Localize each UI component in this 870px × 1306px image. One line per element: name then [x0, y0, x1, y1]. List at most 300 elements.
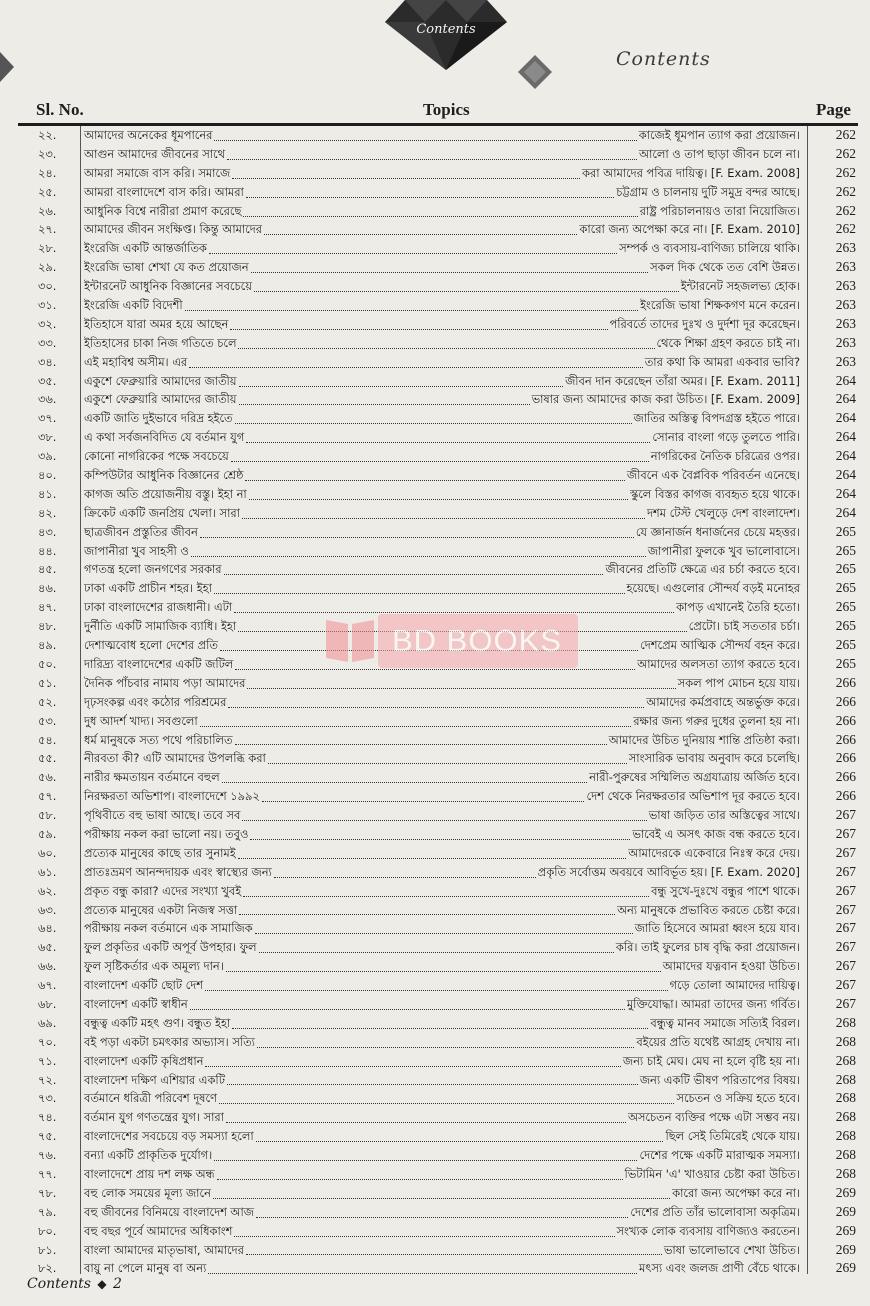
topic-start-text: প্রাতঃভ্রমণ আনন্দদায়ক এবং স্বাস্থ্যের জন্য	[84, 864, 272, 879]
table-row	[0, 504, 870, 523]
topic-cell	[84, 731, 800, 750]
topic-start-text: দারিদ্র্য বাংলাদেশের একটি জটিল	[84, 656, 234, 671]
topic-start-text: ছাত্রজীবন প্রস্তুতির জীবন	[84, 524, 198, 539]
topic-cell	[84, 693, 800, 712]
page-number-cell: 266	[835, 769, 856, 785]
page-number-cell: 267	[835, 863, 856, 879]
serial-number: ৭৯.	[38, 1204, 57, 1219]
serial-number: ৩৯.	[38, 449, 57, 464]
topic-start-text: আমরা বাংলাদেশে বাস করি। আমরা	[84, 184, 244, 199]
dot-leader	[262, 791, 585, 802]
page-number-cell: 268	[835, 1147, 856, 1163]
serial-number: ২২.	[38, 128, 57, 142]
table-row	[0, 919, 870, 938]
topic-start-text: বহু বছর পূর্বে আমাদের অধিকাংশ	[84, 1223, 233, 1238]
dot-leader	[235, 413, 632, 424]
topic-cell	[84, 202, 800, 221]
table-row	[0, 1241, 870, 1260]
serial-number: ৩৫.	[38, 373, 57, 388]
topic-cell	[84, 938, 800, 957]
topic-end-text: সংখ্যক লোক ব্যবসায় বাণিজ্যও করতেন।	[616, 1223, 800, 1238]
left-edge-ornament	[0, 52, 14, 82]
table-row	[0, 976, 870, 995]
topic-cell	[84, 220, 800, 239]
serial-number: ৩৬.	[38, 392, 57, 407]
dot-leader	[217, 1169, 623, 1180]
table-row	[0, 466, 870, 485]
watermark-text: BD BOOKS	[392, 623, 562, 658]
page-number-cell: 265	[835, 655, 856, 671]
page-number-cell: 264	[835, 372, 856, 388]
topic-start-text: বাংলাদেশ একটি কৃষিপ্রধান	[84, 1053, 204, 1068]
page-number-cell: 262	[835, 202, 856, 218]
topic-start-text: বাংলাদেশ একটি ছোট দেশ	[84, 978, 203, 993]
topic-cell	[84, 1089, 800, 1108]
dot-leader	[200, 716, 632, 727]
topic-start-text: ঢাকা একটি প্রাচীন শহর। ইহা	[84, 581, 212, 596]
topic-end-text: দেশ থেকে নিরক্ষরতার অভিশাপ দূর করতে হবে।	[586, 789, 800, 804]
topic-start-text: বন্যা একটি প্রাকৃতিক দুর্যোগ।	[84, 1148, 213, 1163]
serial-number: ২৫.	[38, 184, 57, 199]
dot-leader	[257, 1037, 634, 1048]
topic-cell	[84, 560, 800, 579]
page-number-cell: 264	[835, 485, 856, 501]
page-number-cell: 263	[835, 278, 856, 294]
topic-end-text: আমাদের কর্মপ্রবাহে অন্তর্ভুক্ত করে।	[646, 694, 800, 709]
topic-cell	[84, 258, 800, 277]
serial-number: ৭৩.	[38, 1091, 57, 1106]
serial-number: ৪৪.	[38, 543, 57, 558]
serial-number: ৪৩.	[38, 524, 57, 539]
topic-start-text: গণতন্ত্র হলো জনগণের সরকার	[84, 562, 222, 577]
topic-end-text: জীবনের প্রতিটি ক্ষেত্রে এর চর্চা করতে হবে।	[605, 562, 800, 577]
topic-start-text: আমাদের অনেকের ধূমপানের	[84, 128, 213, 142]
topic-start-text: বায়ু না পেলে মানুষ বা অন্য	[84, 1261, 207, 1276]
topic-cell	[84, 1014, 800, 1033]
page-number-cell: 262	[835, 164, 856, 180]
serial-number: ৫৩.	[38, 713, 57, 728]
serial-number: ৭৪.	[38, 1110, 57, 1125]
dot-leader	[238, 338, 654, 349]
topic-cell	[84, 787, 800, 806]
serial-number: ৬৩.	[38, 902, 57, 917]
topic-end-text: চট্টগ্রাম ও চালনায় দুটি সমুদ্র বন্দর আছে।	[616, 184, 800, 199]
topic-start-text: প্রত্যেক মানুষের একটা নিজস্ব সত্তা	[84, 902, 238, 917]
topic-end-text: দশম টেস্ট খেলুড়ে দেশ বাংলাদেশ।	[646, 505, 800, 520]
serial-number: ৭১.	[38, 1053, 57, 1068]
topic-start-text: আগুন আমাদের জীবনের সাথে	[84, 146, 226, 161]
table-row	[0, 938, 870, 957]
serial-number: ৩৪.	[38, 354, 57, 369]
serial-number: ৭০.	[38, 1034, 57, 1049]
contents-script-title: Contents	[616, 48, 711, 70]
topic-end-text: জন্য একটি ভীষণ পরিতাপের বিষয়।	[639, 1072, 800, 1087]
topic-start-text: একুশে ফেব্রুয়ারি আমাদের জাতীয়	[84, 392, 237, 407]
serial-number: ৫৪.	[38, 732, 57, 747]
dot-leader	[214, 1150, 637, 1161]
topic-start-text: পরীক্ষায় নকল বর্তমানে এক সামাজিক	[84, 921, 253, 936]
dot-leader	[256, 1131, 664, 1142]
topic-start-text: নারীর ক্ষমতায়ন বর্তমানে বহুল	[84, 770, 220, 785]
dot-leader	[200, 527, 634, 538]
topic-end-text: মুক্তিযোদ্ধা। আমরা তাদের জন্য গর্বিত।	[626, 996, 800, 1011]
topic-cell	[84, 145, 800, 164]
topic-cell	[84, 504, 800, 523]
table-row	[0, 674, 870, 693]
topic-cell	[84, 1165, 800, 1184]
serial-number: ৬১.	[38, 864, 57, 879]
serial-number: ৪৫.	[38, 562, 57, 577]
dot-leader	[227, 149, 637, 160]
page-number-cell: 267	[835, 958, 856, 974]
serial-number: ৬৯.	[38, 1015, 57, 1030]
dot-leader	[245, 470, 624, 481]
serial-number: ৮০.	[38, 1223, 57, 1238]
topic-end-text: সম্পর্ক ও ব্যবসায়-বাণিজ্য চালিয়ে থাকি।	[619, 241, 800, 256]
page-number-cell: 268	[835, 1165, 856, 1181]
dot-leader	[254, 281, 679, 292]
page-number-cell: 265	[835, 523, 856, 539]
page-number-cell: 263	[835, 259, 856, 275]
topic-start-text: বাংলাদেশে প্রায় দশ লক্ষ অন্ধ	[84, 1166, 215, 1181]
topic-end-text: দেশের পক্ষে একটি মারাত্মক সমস্যা।	[639, 1148, 800, 1163]
table-row	[0, 1108, 870, 1127]
table-row	[0, 768, 870, 787]
table-row	[0, 523, 870, 542]
page-number-cell: 264	[835, 429, 856, 445]
dot-leader	[246, 187, 614, 198]
topic-cell	[84, 1259, 800, 1278]
dot-leader	[238, 848, 627, 859]
serial-number: ২৯.	[38, 260, 57, 275]
page-number-cell: 263	[835, 240, 856, 256]
topic-start-text: দুর্নীতি একটি সামাজিক ব্যাধি। ইহা	[84, 619, 237, 634]
topic-cell	[84, 1184, 800, 1203]
topic-start-text: বর্তমান যুগ গণতন্ত্রের যুগ। সারা	[84, 1110, 224, 1125]
topic-cell	[84, 542, 800, 561]
topic-start-text: আমাদের জীবন সংক্ষিপ্ত। কিন্তু আমাদের	[84, 222, 262, 237]
table-row	[0, 428, 870, 447]
topic-cell	[84, 674, 800, 693]
table-row	[0, 806, 870, 825]
topic-end-text: আমাদেরকে একেবারে নিঃস্ব করে দেয়।	[628, 845, 800, 860]
table-row	[0, 277, 870, 296]
topic-end-text: স্কুলে বিস্তর কাগজ ব্যবহৃত হয়ে থাকে।	[630, 486, 800, 501]
topic-cell	[84, 1127, 800, 1146]
table-row	[0, 1127, 870, 1146]
diamond-icon: ◆	[97, 1277, 107, 1291]
page-number-cell: 265	[835, 542, 856, 558]
page-number-cell: 265	[835, 618, 856, 634]
topic-end-text: জাতির অস্তিত্ব বিপদগ্রস্ত হইতে পারে।	[633, 411, 800, 426]
serial-number: ৬৫.	[38, 940, 57, 955]
dot-leader	[230, 319, 607, 330]
dot-leader	[219, 1093, 675, 1104]
dot-leader	[227, 1074, 638, 1085]
bd-books-watermark	[322, 612, 582, 674]
header-page: Page	[816, 100, 851, 119]
dot-leader	[259, 942, 614, 953]
table-header	[18, 98, 856, 122]
table-row	[0, 1165, 870, 1184]
dot-leader	[224, 564, 604, 575]
dot-leader	[222, 772, 588, 783]
serial-number: ৭৭.	[38, 1166, 57, 1181]
dot-leader	[256, 1207, 628, 1218]
page-number-cell: 268	[835, 1128, 856, 1144]
topic-end-text: ভাষা জড়িত তার অস্তিত্বের সাথে।	[648, 808, 800, 823]
page-number-cell: 267	[835, 901, 856, 917]
page-number-cell: 266	[835, 750, 856, 766]
topic-start-text: নিরক্ষরতা অভিশাপ। বাংলাদেশে ১৯৯২	[84, 789, 260, 804]
topic-start-text: ঢাকা বাংলাদেশের রাজধানী। এটা	[84, 600, 233, 615]
topic-end-text: হয়েছে। এগুলোর সৌন্দর্য বড়ই মনোহর	[626, 581, 800, 596]
page-number-cell: 263	[835, 353, 856, 369]
serial-number: ৪২.	[38, 505, 57, 520]
topic-start-text: কোনো নাগরিকের পক্ষে সবচেয়ে	[84, 449, 229, 464]
table-row	[0, 296, 870, 315]
page-number: 2	[113, 1276, 122, 1292]
table-row	[0, 863, 870, 882]
contents-list	[0, 126, 870, 1278]
topic-start-text: প্রকৃত বন্ধু কারা? এদের সংখ্যা খুবই	[84, 883, 242, 898]
topic-end-text: প্রেটো। চাই সততার চর্চা।	[688, 619, 800, 634]
dot-leader	[251, 262, 649, 273]
topic-end-text: ভাষার জন্য আমাদের কাজ করা উচিত। [F. Exam. 2009]	[531, 392, 800, 407]
table-row	[0, 258, 870, 277]
table-row	[0, 1052, 870, 1071]
page-number-cell: 267	[835, 920, 856, 936]
dot-leader	[234, 1226, 614, 1237]
dot-leader	[235, 734, 607, 745]
topic-end-text: জীবন দান করেছেন তাঁরা অমর। [F. Exam. 2011]	[565, 373, 800, 388]
page-number-cell: 262	[835, 127, 856, 142]
serial-number: ২৩.	[38, 146, 57, 161]
footer-label: Contents	[27, 1276, 91, 1292]
topic-start-text: ক্রিকেট একটি জনপ্রিয় খেলা। সারা	[84, 505, 240, 520]
table-row	[0, 542, 870, 561]
topic-cell	[84, 353, 800, 372]
topic-end-text: আলো ও তাপ ছাড়া জীবন চলে না।	[639, 146, 800, 161]
dot-leader	[242, 810, 646, 821]
small-diamond-ornament	[518, 55, 552, 89]
table-row	[0, 749, 870, 768]
topic-end-text: রক্ষার জন্য গরুর দুধের তুলনা হয় না।	[633, 713, 800, 728]
topic-cell	[84, 1108, 800, 1127]
page-number-cell: 269	[835, 1184, 856, 1200]
topic-start-text: প্রত্যেক মানুষের কাছে তার সুনামই	[84, 845, 236, 860]
serial-number: ৬২.	[38, 883, 57, 898]
table-row	[0, 731, 870, 750]
page-number-cell: 266	[835, 788, 856, 804]
topic-cell	[84, 390, 800, 409]
dot-leader	[246, 1244, 662, 1255]
topic-cell	[84, 882, 800, 901]
serial-number: ৭৫.	[38, 1129, 57, 1144]
table-row	[0, 1184, 870, 1203]
serial-number: ৫১.	[38, 675, 57, 690]
serial-number: ৫৮.	[38, 808, 57, 823]
topic-start-text: পরীক্ষায় নকল করা ভালো নয়। তবুও	[84, 826, 249, 841]
table-row	[0, 1146, 870, 1165]
topic-cell	[84, 447, 800, 466]
serial-number: ৩২.	[38, 316, 57, 331]
topic-end-text: মৎস্য এবং জলজ প্রাণী বেঁচে থাকে।	[638, 1261, 800, 1276]
page-number-cell: 268	[835, 1014, 856, 1030]
topic-cell	[84, 901, 800, 920]
page-number-cell: 264	[835, 410, 856, 426]
topic-end-text: সকল দিক থেকে তত বেশি উন্নত।	[650, 260, 800, 275]
table-row	[0, 409, 870, 428]
serial-number: ৫৫.	[38, 751, 57, 766]
page-number-cell: 269	[835, 1241, 856, 1257]
dot-leader	[189, 357, 643, 368]
topic-end-text: ইন্টারনেট সহজলভ্য হোক।	[680, 279, 800, 294]
table-row	[0, 1014, 870, 1033]
dot-leader	[246, 432, 650, 443]
topic-cell	[84, 1033, 800, 1052]
serial-number: ৫৬.	[38, 770, 57, 785]
page-number-cell: 269	[835, 1203, 856, 1219]
topic-end-text: নারী-পুরুষের সম্মিলিত অগ্রযাত্রায় অর্জিত হবে।	[589, 770, 800, 785]
topic-end-text: বইয়ের প্রতি যথেষ্ট আগ্রহ দেখায় না।	[636, 1034, 800, 1049]
topic-end-text: পরিবর্তে তাদের দুঃখ ও দুর্দশা দূর করেছেন।	[609, 316, 800, 331]
table-row	[0, 353, 870, 372]
dot-leader	[247, 678, 675, 689]
page-number-cell: 265	[835, 561, 856, 577]
topic-start-text: কাগজ অতি প্রয়োজনীয় বস্তু। ইহা না	[84, 486, 247, 501]
topic-start-text: একটি জাতি দুইভাবে দরিদ্র হইতে	[84, 411, 233, 426]
topic-end-text: বন্ধু সুখে-দুঃখে বন্ধুর পাশে থাকে।	[651, 883, 800, 898]
topic-start-text: বহু জীবনের বিনিময়ে বাংলাদেশ আজ	[84, 1204, 254, 1219]
serial-number: ৭৬.	[38, 1148, 57, 1163]
table-row	[0, 164, 870, 183]
dot-leader	[191, 546, 646, 557]
dot-leader	[243, 886, 649, 897]
dot-leader	[239, 904, 615, 915]
page-number-cell: 267	[835, 939, 856, 955]
page-number-cell: 266	[835, 693, 856, 709]
topic-end-text: কাজেই ধূমপান ত্যাগ করা প্রয়োজন।	[638, 128, 800, 142]
topic-cell	[84, 579, 800, 598]
topic-cell	[84, 1071, 800, 1090]
table-row	[0, 1259, 870, 1278]
table-row	[0, 126, 870, 145]
serial-number: ৬৮.	[38, 996, 57, 1011]
dot-leader	[205, 980, 668, 991]
table-row	[0, 712, 870, 731]
topic-start-text: কম্পিউটার আধুনিক বিজ্ঞানের শ্রেষ্ঠ	[84, 468, 244, 483]
topic-start-text: ইন্টারনেট আধুনিক বিজ্ঞানের সবচেয়ে	[84, 279, 252, 294]
serial-number: ৪৯.	[38, 638, 57, 653]
dot-leader	[209, 243, 617, 254]
page-number-cell: 267	[835, 807, 856, 823]
topic-end-text: দেশপ্রেম আত্মিক সৌন্দর্য বহন করে।	[640, 638, 800, 653]
table-row	[0, 957, 870, 976]
topic-cell	[84, 957, 800, 976]
page-number-cell: 265	[835, 599, 856, 615]
page-number-cell: 268	[835, 1109, 856, 1125]
topic-end-text: অসচেতন ব্যক্তির পক্ষে এটা সম্ভব নয়।	[628, 1110, 800, 1125]
topic-start-text: নীরবতা কী? এটি আমাদের উপলব্ধি করা	[84, 751, 266, 766]
table-row	[0, 202, 870, 221]
topic-end-text: জন্য চাই মেঘ। মেঘ না হলে বৃষ্টি হয় না।	[622, 1053, 800, 1068]
topic-end-text: জাপানীরা ফুলকে খুব ভালোবাসে।	[647, 543, 800, 558]
serial-number: ৫০.	[38, 656, 57, 671]
table-row	[0, 447, 870, 466]
topic-cell	[84, 863, 800, 882]
page-number-cell: 267	[835, 882, 856, 898]
topic-start-text: ধর্ম মানুষকে সত্য পথে পরিচালিত	[84, 732, 233, 747]
table-row	[0, 560, 870, 579]
page-number-cell: 269	[835, 1222, 856, 1238]
topic-end-text: করি। তাই ফুলের চাষ বৃদ্ধি করা প্রয়োজন।	[615, 940, 800, 955]
topic-cell	[84, 1241, 800, 1260]
topic-start-text: দেশাত্মবোধ হলো দেশের প্রতি	[84, 638, 218, 653]
table-row	[0, 1033, 870, 1052]
topic-start-text: পৃথিবীতে বহু ভাষা আছে। তবে সব	[84, 808, 241, 823]
topic-end-text: রাষ্ট্র পরিচালনায়ও তারা নিয়োজিত।	[639, 203, 800, 218]
topic-end-text: ভাবেই এ অসৎ কাজ বন্ধ করতে হবে।	[632, 826, 800, 841]
topic-cell	[84, 485, 800, 504]
topic-start-text: বই পড়া একটা চমৎকার অভ্যাস। সত্যি	[84, 1034, 255, 1049]
page-number-cell: 264	[835, 391, 856, 407]
topic-cell	[84, 749, 800, 768]
dot-leader	[239, 394, 530, 405]
dot-leader	[231, 451, 649, 462]
book-icon	[322, 614, 378, 666]
page-number-cell: 264	[835, 448, 856, 464]
topic-end-text: কাপড় এখানেই তৈরি হতো।	[676, 600, 800, 615]
topic-start-text: ফুল সৃষ্টিকর্তার এক অমূল্য দান।	[84, 959, 224, 974]
topic-start-text: দুধ আদর্শ খাদ্য। সবগুলো	[84, 713, 198, 728]
table-row	[0, 787, 870, 806]
page-number-cell: 264	[835, 467, 856, 483]
topic-end-text: জাতি হিসেবে আমরা ধ্বংস হয়ে যাব।	[634, 921, 800, 936]
table-row	[0, 1203, 870, 1222]
dot-leader	[232, 1018, 648, 1029]
table-row	[0, 995, 870, 1014]
topic-end-text: জীবনে এক বৈপ্লবিক পরিবর্তন এনেছে।	[626, 468, 800, 483]
dot-leader	[268, 753, 627, 764]
table-row	[0, 183, 870, 202]
topic-start-text: বাংলাদেশ একটি স্বাধীন	[84, 996, 188, 1011]
serial-number: ৬০.	[38, 845, 57, 860]
table-row	[0, 844, 870, 863]
topic-cell	[84, 1052, 800, 1071]
topic-end-text: থেকে শিক্ষা গ্রহণ করতে চাই না।	[656, 335, 800, 350]
serial-number: ৬৭.	[38, 978, 57, 993]
table-row	[0, 693, 870, 712]
dot-leader	[208, 1263, 637, 1274]
table-row	[0, 334, 870, 353]
topic-end-text: অন্য মানুষকে প্রভাবিত করতে চেষ্টা করে।	[617, 902, 800, 917]
table-row	[0, 315, 870, 334]
page-number-cell: 263	[835, 334, 856, 350]
dot-leader	[264, 224, 577, 235]
page-number-cell: 266	[835, 712, 856, 728]
topic-end-text: তার কথা কি আমরা একবার ভাবি?	[644, 354, 800, 369]
serial-number: ৪১.	[38, 486, 57, 501]
serial-number: ৪০.	[38, 468, 57, 483]
page-number-cell: 269	[835, 1260, 856, 1276]
topic-cell	[84, 466, 800, 485]
table-row	[0, 390, 870, 409]
topic-start-text: দৈনিক পাঁচবার নামায পড়া আমাদের	[84, 675, 246, 690]
serial-number: ৭২.	[38, 1072, 57, 1087]
serial-number: ৩৩.	[38, 335, 57, 350]
topic-start-text: একুশে ফেব্রুয়ারি আমাদের জাতীয়	[84, 373, 237, 388]
